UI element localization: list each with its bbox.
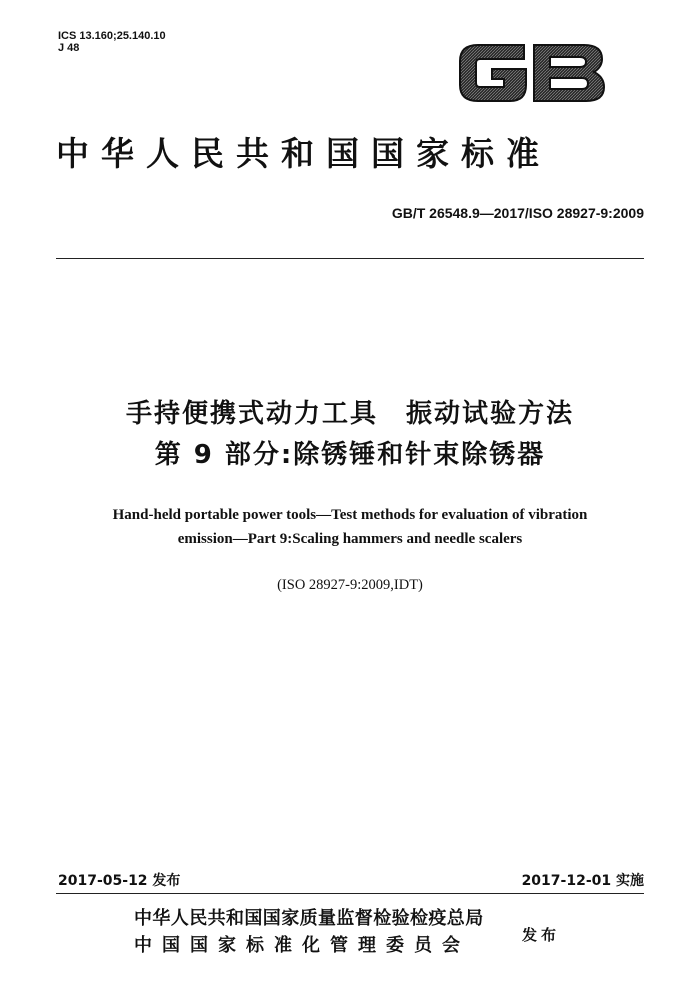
implementation-date: 2017-12-01 实施 bbox=[521, 873, 644, 889]
title-english-line-1: Hand-held portable power tools—Test methods for evaluation of vibration bbox=[112, 507, 588, 523]
issuer-sac: 中国国家标准化管理委员会 bbox=[134, 935, 470, 956]
title-english-line-2: emission—Part 9:Scaling hammers and needle scalers bbox=[177, 531, 523, 547]
ics-classification bbox=[58, 30, 166, 54]
title-chinese-line-2: 第 9 部分:除锈锤和针束除锈器 bbox=[154, 440, 546, 470]
publish-label: 发布 bbox=[522, 926, 561, 944]
issue-date: 2017-05-12 发布 bbox=[58, 873, 181, 889]
title-chinese-line-1: 手持便携式动力工具 振动试验方法 bbox=[125, 399, 574, 429]
header-divider bbox=[56, 258, 644, 259]
iso-equivalence: (ISO 28927-9:2009,IDT) bbox=[277, 577, 423, 593]
issuing-country-standard-title: 中华人民共和国国家标准 bbox=[56, 134, 551, 173]
ccs-code: J 48 bbox=[58, 42, 80, 54]
issuer-aqsiq: 中华人民共和国国家质量监督检验检疫总局 bbox=[134, 908, 484, 929]
ics-code: ICS 13.160;25.140.10 bbox=[58, 30, 166, 42]
standard-number: GB/T 26548.9—2017/ISO 28927-9:2009 bbox=[391, 205, 644, 221]
footer-divider bbox=[56, 893, 644, 894]
gb-logo bbox=[456, 41, 608, 105]
